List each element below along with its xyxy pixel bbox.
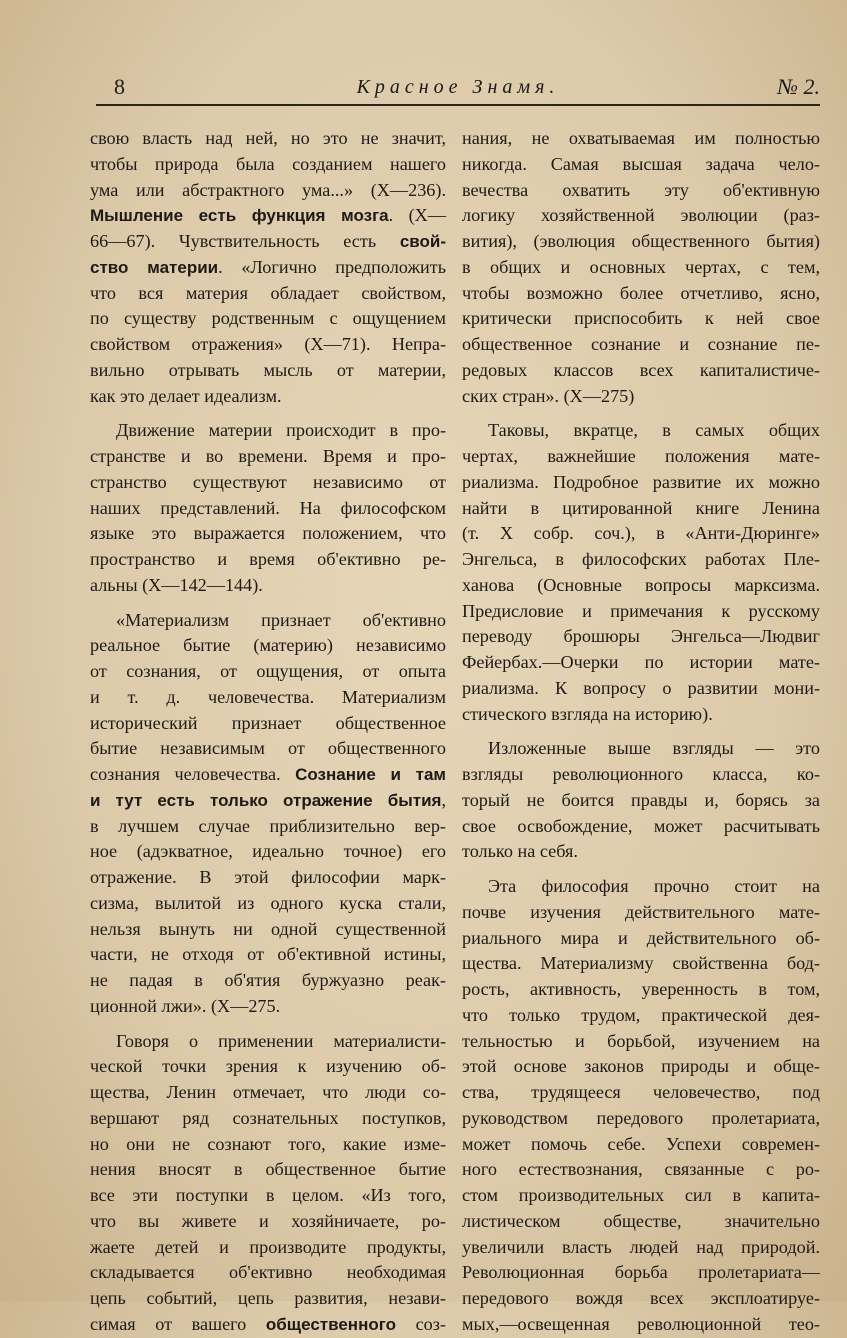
left-column [90, 126, 446, 1338]
text-line: ума или абстрактного ума...» (X—236). [90, 179, 446, 200]
right-column [462, 126, 820, 1338]
text-line: увеличили власть людей над природой. [462, 1236, 820, 1257]
journal-title: Красное Знамя. [356, 76, 560, 98]
text-line: может помочь себе. Успехи современ- [462, 1133, 820, 1154]
text-line [90, 229, 446, 255]
text-line: что только трудом, практической дея- [462, 1004, 820, 1025]
bold-text: и тут есть только отражение бытия [90, 790, 442, 810]
header-rule [96, 104, 820, 106]
text-line: жаете детей и производите продукты, [90, 1236, 446, 1257]
text-line: «Материализм признает об'ективно [116, 609, 446, 630]
text-line: странстве и во времени. Время и про- [90, 446, 446, 466]
text-line: риализма. Подробное развитие их можно [462, 471, 820, 492]
text-line: торый не боится правды и, борясь за [462, 789, 820, 810]
text-line: риального мира и действительного об- [462, 927, 820, 948]
text-line [90, 255, 446, 281]
page-number: 8 [114, 74, 125, 99]
text-line: чтобы возможно более отчетливо, ясно, [462, 282, 820, 303]
text-line: взгляды революционного класса, ко- [462, 764, 820, 784]
text-line: ских стран». (X—275) [462, 385, 635, 406]
text-line: свойством отражения» (X—71). Непра- [90, 334, 446, 354]
text-line: только на себя. [462, 841, 578, 862]
text-line: тельностью и борьбой, изучением на [462, 1030, 820, 1051]
text-line: чертах, важнейшие положения мате- [462, 446, 820, 466]
text-line: от сознания, от ощущения, от опыта [90, 661, 446, 681]
text-line: щества, Ленин отмечает, что люди со- [90, 1082, 446, 1102]
text-line: ства, трудящееся человечество, под [462, 1082, 820, 1102]
text-line: Говоря о применении материалисти- [116, 1030, 446, 1051]
text-line: ханова (Основные вопросы марксизма. [462, 574, 820, 595]
text-line: мых,—освещенная революционной тео- [462, 1313, 820, 1334]
text-line: все эти поступки в целом. «Из того, [90, 1185, 446, 1205]
text-fragment: соз- [395, 1313, 446, 1334]
text-line: критически приспособить к ней свое [462, 308, 820, 329]
text-line [90, 203, 446, 229]
text-line: Революционная борьба пролетариата— [462, 1262, 820, 1283]
text-line: реальное бытие (материю) независимо [90, 635, 446, 656]
text-line: найти в цитированной книге Ленина [462, 497, 820, 518]
text-line: щества. Материализму свойственна бод- [462, 953, 820, 974]
text-line: риализма. К вопросу о развитии мони- [462, 677, 820, 698]
text-line: стического взгляда на историю). [462, 703, 713, 724]
bold-text: Сознание и там [295, 765, 446, 784]
text-line: чтобы природа была созданием нашего [90, 153, 446, 174]
text-line: наших представлений. На философском [90, 497, 446, 518]
text-line: не падая в об'ятия буржуазно реак- [90, 970, 446, 990]
text-line: вития), (эволюция общественного бытия) [462, 231, 820, 251]
text-line: по существу родственным с ощущением [90, 308, 446, 329]
text-line: общественное сознание и сознание пе- [462, 334, 820, 354]
text-line [90, 762, 446, 788]
text-line: пространство и время об'ективно ре- [90, 549, 446, 569]
text-line: вильно отрывать мысль от материи, [90, 359, 446, 380]
text-line: Предисловие и примечания к русскому [462, 600, 820, 621]
text-line: логику хозяйственной эволюции (раз- [462, 205, 820, 226]
text-line: руководством передового пролетариата, [462, 1107, 820, 1128]
text-line [90, 1312, 446, 1338]
text-line: вечества охватить эту об'ективную [462, 179, 820, 200]
text-line: этой основе законов природы и обще- [462, 1056, 820, 1077]
text-line: ного естествознания, связанные с ро- [462, 1159, 820, 1180]
text-line: бытие независимым от общественного [90, 738, 446, 759]
text-line: цепь событий, цепь развития, незави- [90, 1288, 446, 1308]
text-line: Эта философия прочно стоит на [488, 876, 820, 896]
text-line: и т. д. человечества. Материализм [90, 686, 446, 707]
text-line: ческой точки зрения к изучению об- [90, 1056, 446, 1077]
text-line: листическом обществе, значительно [462, 1210, 820, 1231]
text-line: языке это выражается положением, что [90, 523, 446, 544]
text-fragment: 66—67). Чувствительность есть [90, 231, 400, 251]
text-line: переводу брошюры Энгельса—Людвиг [462, 626, 820, 647]
text-fragment: симая от вашего [90, 1313, 266, 1334]
text-line: ционной лжи». (X—275. [90, 995, 281, 1016]
text-line: никогда. Самая высшая задача чело- [462, 153, 820, 174]
bold-text: свой- [399, 232, 446, 251]
text-line: Изложенные выше взгляды — это [488, 738, 820, 759]
text-line: отражение. В этой философии марк- [90, 867, 446, 887]
bold-text: общественного [265, 1314, 396, 1334]
text-line: сизма, вылитой из одного куска стали, [90, 892, 446, 913]
text-line: Движение материи происходит в про- [116, 420, 446, 441]
issue-number: № 2. [777, 74, 820, 99]
text-line: рость, активность, уверенность в том, [462, 979, 820, 999]
text-line: исторический признает общественное [90, 712, 446, 733]
page-header [96, 70, 820, 106]
text-line: вершают ряд сознательных поступков, [90, 1107, 446, 1128]
text-line: ное (адэкватное, идеально точное) его [90, 841, 446, 862]
text-fragment: , [441, 789, 446, 810]
text-line: что вы живете и хозяйничаете, ро- [90, 1210, 446, 1231]
text-line: альны (X—142—144). [90, 574, 263, 595]
text-line: редовых классов всех капиталистиче- [462, 359, 820, 380]
text-line: (т. X собр. соч.), в «Анти-Дюринге» [462, 523, 820, 544]
text-line: Фейербах.—Очерки по истории мате- [462, 652, 820, 672]
text-line: в лучшем случае приблизительно вер- [90, 815, 446, 836]
text-line: как это делает идеализм. [90, 385, 282, 406]
text-line: складывается об'ективно необходимая [90, 1262, 446, 1283]
text-line: свое освобождение, может расчитывать [462, 815, 820, 836]
text-line: Таковы, вкратце, в самых общих [488, 420, 820, 441]
text-fragment: сознания человечества. [90, 764, 296, 784]
text-line: но они не сознают того, какие изме- [90, 1133, 446, 1154]
bold-text: ство материи [90, 257, 219, 277]
text-line: нания, не охватываемая им полностью [462, 128, 820, 148]
text-line: свою власть над ней, но это не значит, [90, 128, 446, 148]
text-line [90, 788, 446, 814]
text-line: почве изучения действительного мате- [462, 901, 820, 922]
text-line: Энгельса, в философских работах Пле- [462, 549, 820, 569]
text-fragment: . «Логично предположить [218, 256, 446, 277]
bold-text: Мышление есть функция мозга [90, 206, 389, 226]
text-line: странство существуют независимо от [90, 471, 446, 492]
text-line: передового вождя всех эксплоатируе- [462, 1288, 820, 1308]
text-line: нения вносят в общественное бытие [90, 1159, 446, 1180]
text-line: в общих и основных чертах, с тем, [462, 256, 820, 277]
text-line: нельзя вынуть ни одной существенной [90, 918, 446, 939]
text-line: стом производительных сил в капита- [462, 1185, 820, 1205]
text-line: части, не отходя от об'ективной истины, [90, 944, 446, 965]
text-fragment: . (X— [388, 205, 446, 226]
text-line: что вся материя обладает свойством, [90, 282, 446, 303]
